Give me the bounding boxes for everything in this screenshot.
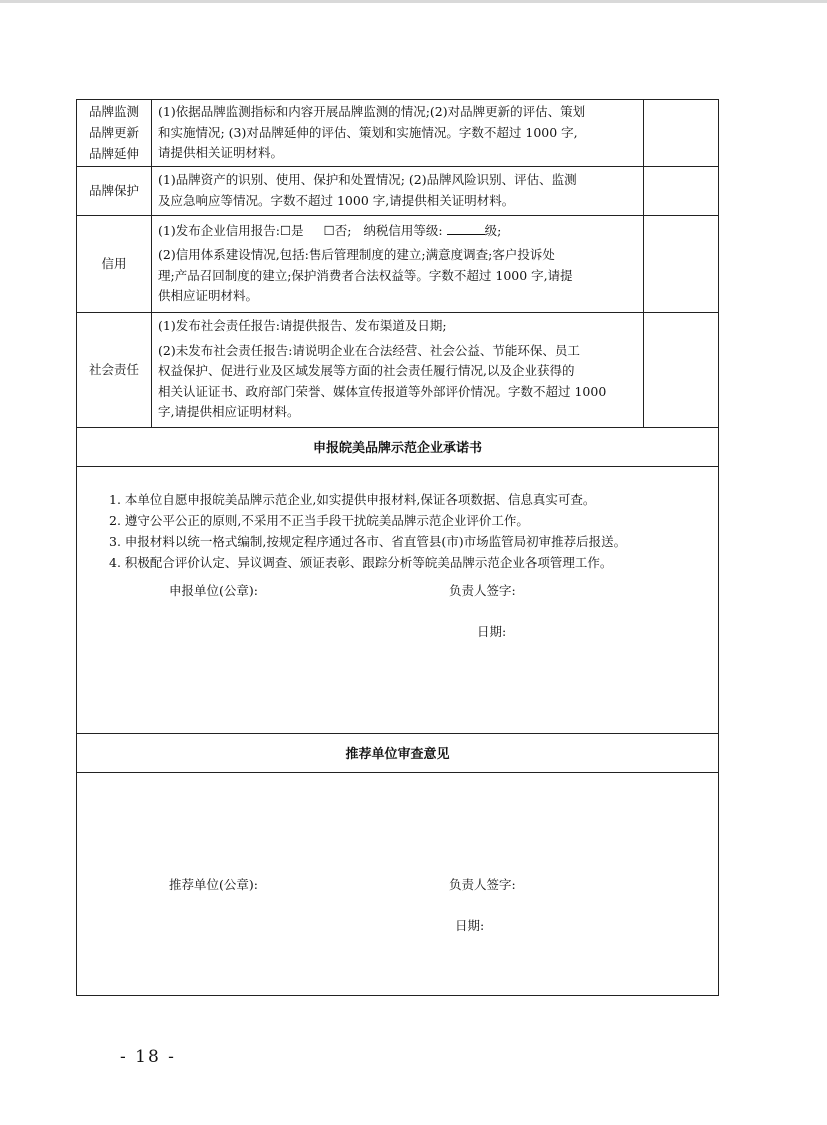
top-border (0, 0, 827, 3)
row-label-credit: 信用 (77, 215, 152, 312)
review-body (77, 772, 719, 995)
review-date-label: 日期: (455, 917, 485, 933)
row-content-credit: (1)发布企业信用报告:☐是 ☐否; 纳税信用等级: 级; (2)信用体系建设情况,包括:售后管理制度的建立;满意度调查;客户投诉处 理;产品召回制度的建立;保护消费者合法权益等。字数不超过 1000 字,请提 供相应证明材料。 (152, 215, 644, 312)
review-title: 推荐单位审查意见 (77, 733, 719, 772)
page-number: - 18 - (120, 1047, 176, 1067)
pledge-signature-label: 负责人签字: (449, 582, 516, 598)
checkbox-yes[interactable]: ☐是 (279, 222, 304, 238)
pledge-header-row (77, 427, 719, 466)
pledge-title: 申报皖美品牌示范企业承诺书 (77, 427, 719, 466)
row-label-brand-protection: 品牌保护 (77, 166, 152, 215)
pledge-date-label: 日期: (477, 623, 507, 639)
pledge-item: 2. 遵守公平公正的原则,不采用不正当手段干扰皖美品牌示范企业评价工作。 (109, 512, 529, 528)
row-content-brand-monitoring: (1)依据品牌监测指标和内容开展品牌监测的情况;(2)对品牌更新的评估、策划 和实施情况; (3)对品牌延伸的评估、策划和实施情况。字数不超过 1000 字, 请提供相关证明材料。 (152, 100, 644, 167)
row-brand-monitoring (77, 100, 719, 167)
pledge-body-row (77, 466, 719, 733)
review-signature-label: 负责人签字: (449, 876, 516, 892)
pledge-unit-seal-label: 申报单位(公章): (169, 582, 258, 598)
tax-grade-blank[interactable] (447, 221, 485, 235)
row-credit (77, 215, 719, 312)
row-content-brand-protection: (1)品牌资产的识别、使用、保护和处置情况; (2)品牌风险识别、评估、监测 及应急响应等情况。字数不超过 1000 字,请提供相关证明材料。 (152, 166, 644, 215)
row-brand-protection (77, 166, 719, 215)
pledge-item: 4. 积极配合评价认定、异议调查、颁证表彰、跟踪分析等皖美品牌示范企业各项管理工作。 (109, 554, 613, 570)
checkbox-no[interactable]: ☐否; (323, 222, 352, 238)
pledge-item: 3. 申报材料以统一格式编制,按规定程序通过各市、省直管县(市)市场监管局初审推荐后报送。 (109, 533, 627, 549)
row-label-brand-monitoring: 品牌监测 品牌更新 品牌延伸 (77, 100, 152, 167)
row-social-responsibility (77, 312, 719, 427)
score-cell[interactable] (644, 312, 719, 427)
score-cell[interactable] (644, 166, 719, 215)
pledge-items (109, 489, 626, 573)
review-unit-seal-label: 推荐单位(公章): (169, 876, 258, 892)
pledge-item: 1. 本单位自愿申报皖美品牌示范企业,如实提供申报材料,保证各项数据、信息真实可查。 (109, 491, 596, 507)
score-cell[interactable] (644, 215, 719, 312)
row-content-social-responsibility: (1)发布社会责任报告:请提供报告、发布渠道及日期; (2)未发布社会责任报告:请说明企业在合法经营、社会公益、节能环保、员工 权益保护、促进行业及区域发展等方面的社会责任履行情况,以及企业获得的 相关认证证书、政府部门荣誉、媒体宣传报道等外部评价情况。字数不超过 1000 字,请提供相应证明材料。 (152, 312, 644, 427)
score-cell[interactable] (644, 100, 719, 167)
review-header-row (77, 733, 719, 772)
application-form-table (76, 99, 719, 996)
review-body-row (77, 772, 719, 995)
credit-report-line: (1)发布企业信用报告:☐是 ☐否; 纳税信用等级: 级; (158, 222, 502, 238)
row-label-social-responsibility: 社会责任 (77, 312, 152, 427)
pledge-body (77, 466, 719, 733)
